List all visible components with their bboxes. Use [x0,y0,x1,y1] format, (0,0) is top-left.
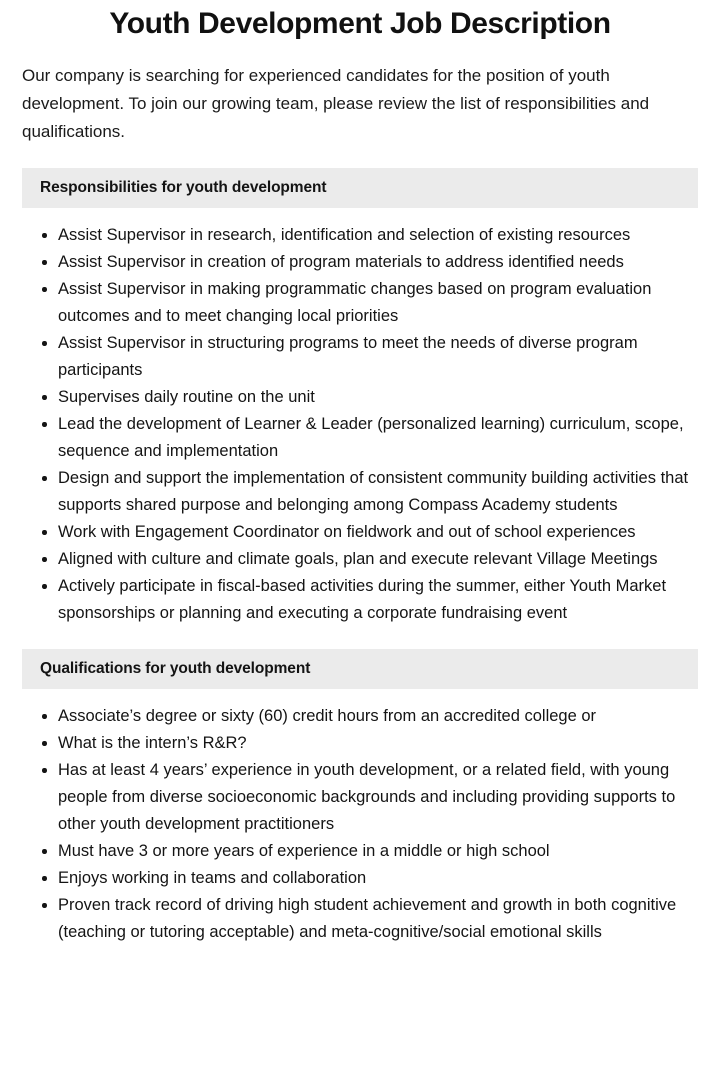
list-item [0,730,696,757]
list-item [0,865,696,892]
qualifications-list [0,703,720,946]
bullet-icon [42,741,47,746]
list-item-text: Lead the development of Learner & Leader (personalized learning) curriculum, scope, sequence and implementation [58,415,684,460]
list-item-text: Aligned with culture and climate goals, plan and execute relevant Village Meetings [58,550,658,568]
list-item-text: Associate’s degree or sixty (60) credit hours from an accredited college or [58,707,597,725]
bottom-spacer [0,946,720,964]
bullet-icon [42,422,47,427]
list-item [0,465,696,519]
list-item [0,411,696,465]
page-title: Youth Development Job Description [109,7,611,40]
bullet-icon [42,768,47,773]
list-item-text: Assist Supervisor in creation of program materials to address identified needs [58,253,624,271]
bullet-icon [42,876,47,881]
list-item-text: Supervises daily routine on the unit [58,388,315,406]
bullet-icon [42,557,47,562]
section-header-label: Qualifications for youth development [40,660,311,677]
list-item [0,546,696,573]
section-qualifications [0,649,720,946]
section-header-label: Responsibilities for youth development [40,179,327,196]
list-item-text: Work with Engagement Coordinator on fieldwork and out of school experiences [58,523,636,541]
list-item [0,222,696,249]
list-item-text: Assist Supervisor in making programmatic changes based on program evaluation outcomes and to meet changing local priorities [58,280,652,325]
list-item-text: Must have 3 or more years of experience in a middle or high school [58,842,550,860]
bullet-icon [42,530,47,535]
list-item [0,276,696,330]
bullet-icon [42,584,47,589]
bullet-icon [42,714,47,719]
bullet-icon [42,260,47,265]
bullet-icon [42,341,47,346]
bullet-icon [42,849,47,854]
bullet-icon [42,233,47,238]
list-item [0,330,696,384]
list-item-text: Proven track record of driving high student achievement and growth in both cognitive (teaching or tutoring acceptable) and meta-cognitive/social emotional skills [58,896,677,941]
list-item-text: Has at least 4 years’ experience in youth development, or a related field, with young people from diverse socioeconomic backgrounds and including providing supports to other youth development practitioners [58,761,676,833]
list-item-text: Actively participate in fiscal-based activities during the summer, either Youth Market sponsorships or planning and executing a corporate fundraising event [58,577,667,622]
list-item-text: Design and support the implementation of consistent community building activities that supports shared purpose and belonging among Compass Academy students [58,469,689,514]
list-item [0,838,696,865]
list-item [0,573,696,627]
section-responsibilities [0,168,720,627]
bullet-icon [42,287,47,292]
list-item [0,892,696,946]
section-header-responsibilities [22,168,698,208]
intro-paragraph: Our company is searching for experienced candidates for the position of youth development. To join our growing team, please review the list of responsibilities and qualifications. [22,66,650,141]
list-item [0,757,696,838]
list-item-text: Assist Supervisor in structuring programs to meet the needs of diverse program participants [58,334,638,379]
section-header-qualifications [22,649,698,689]
bullet-icon [42,476,47,481]
responsibilities-list [0,222,720,627]
list-item-text: What is the intern’s R&R? [58,734,247,752]
list-item-text: Assist Supervisor in research, identification and selection of existing resources [58,226,631,244]
list-item [0,249,696,276]
list-item [0,384,696,411]
bullet-icon [42,903,47,908]
list-item-text: Enjoys working in teams and collaboration [58,869,367,887]
list-item [0,519,696,546]
list-item [0,703,696,730]
bullet-icon [42,395,47,400]
